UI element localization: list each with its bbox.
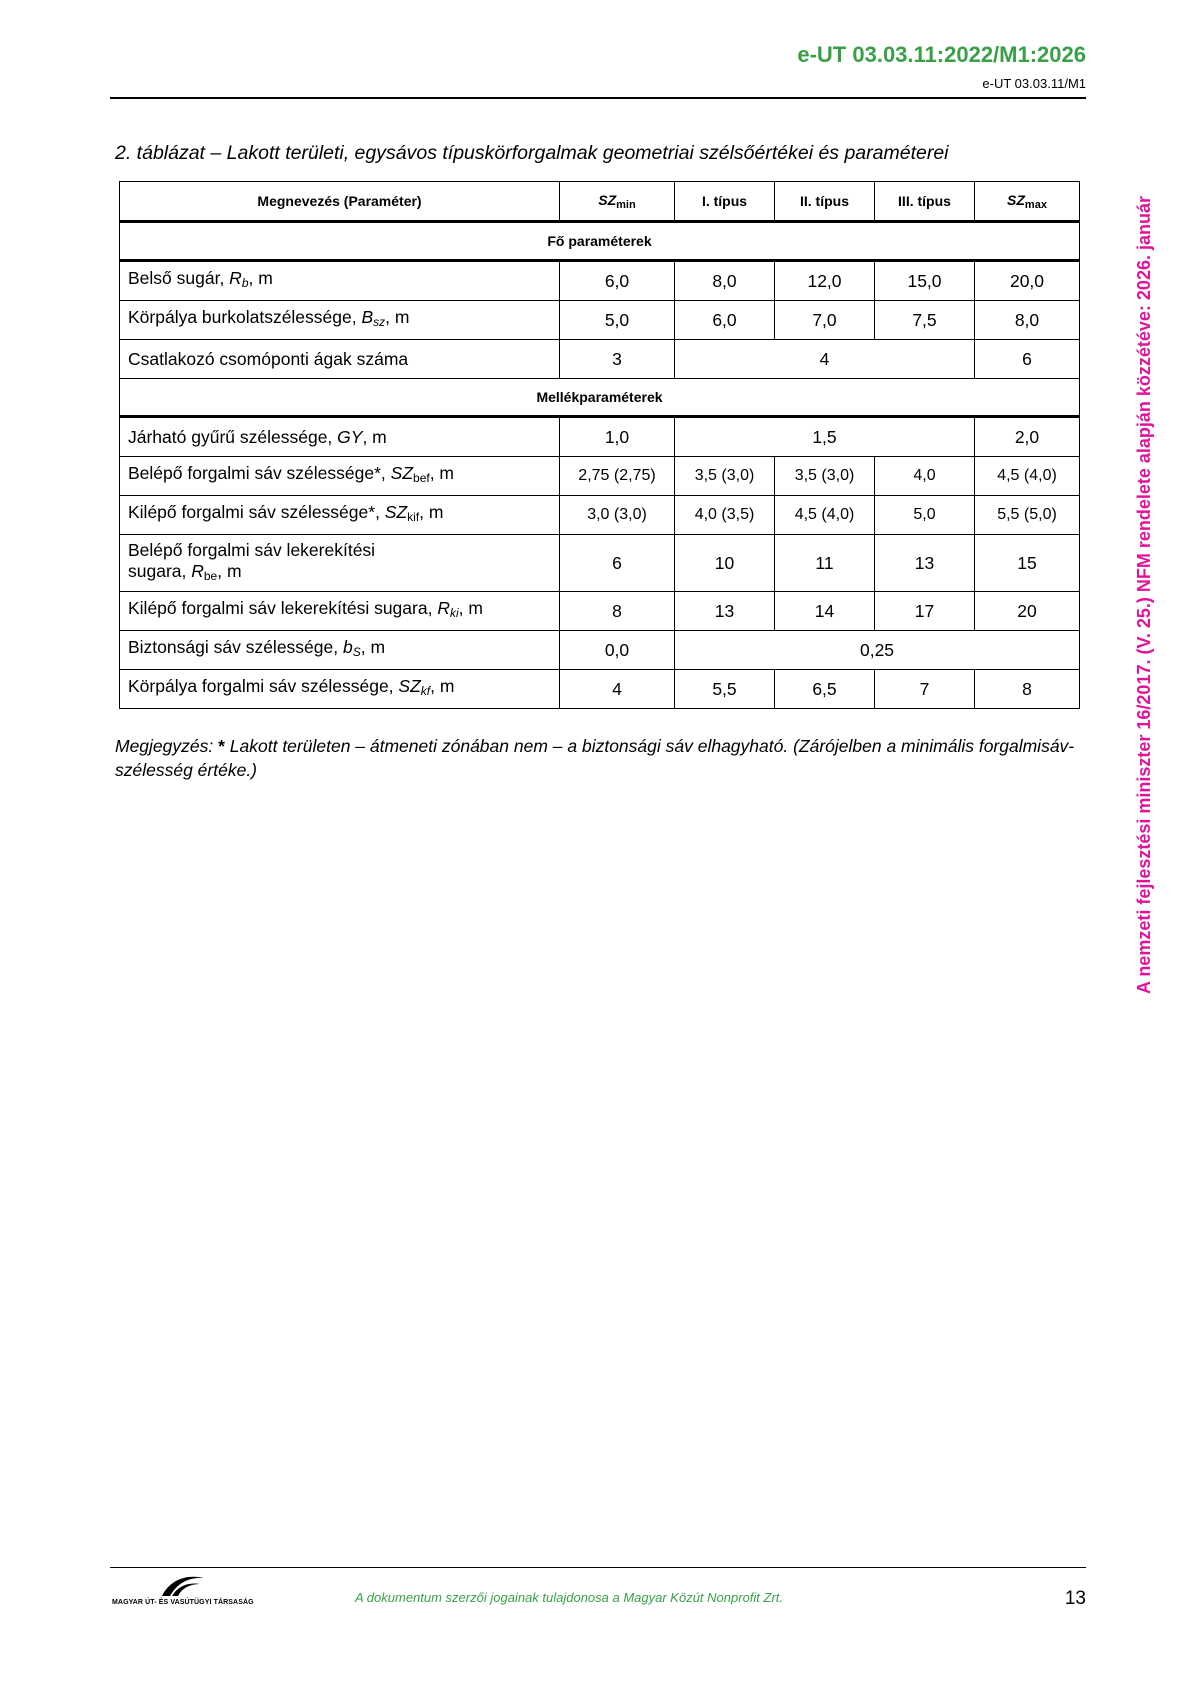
table-note: Megjegyzés: * Lakott területen – átmeneti zónában nem – a biztonsági sáv elhagyható. (Zárójelben a minimális forgalmisáv-szélesség értéke.) <box>115 736 1075 780</box>
cell-value: 4,0 <box>875 457 975 496</box>
section-secondary-parameters <box>120 379 1080 417</box>
cell-value: 15,0 <box>875 261 975 301</box>
cell-value: 13 <box>875 535 975 592</box>
cell-value: 4,5 (4,0) <box>775 496 875 535</box>
logo-text: MAGYAR ÚT- ÉS VASÚTÜGYI TÁRSASÁG <box>112 1599 254 1606</box>
cell-value: 8 <box>560 592 675 631</box>
table-row <box>120 535 1080 592</box>
page-number: 13 <box>1064 1588 1086 1609</box>
cell-value: 6 <box>560 535 675 592</box>
row-label: Belépő forgalmi sáv lekerekítési sugara, $R_{be}$, m <box>120 535 560 592</box>
cell-value: 20,0 <box>975 261 1080 301</box>
cell-value: 3,5 (3,0) <box>775 457 875 496</box>
cell-value: 5,5 (5,0) <box>975 496 1080 535</box>
cell-value: 7,5 <box>875 301 975 340</box>
cell-value: 10 <box>675 535 775 592</box>
row-label: Körpálya burkolatszélessége, $B_{sz}$, m <box>120 301 560 340</box>
publication-sidebar: A nemzeti fejlesztési miniszter 16/2017. (V. 25.) NFM rendelete alapján közzétéve: 2026. január <box>1134 196 1154 995</box>
cell-value: 7,0 <box>775 301 875 340</box>
table-row <box>120 261 1080 301</box>
cell-value: 3 <box>560 340 675 379</box>
cell-value: 1,5 <box>675 417 975 457</box>
row-label: Belépő forgalmi sáv szélessége*, $SZ_{bef}$, m <box>120 457 560 496</box>
row-label: Kilépő forgalmi sáv lekerekítési sugara, $R_{ki}$, m <box>120 592 560 631</box>
table-row <box>120 592 1080 631</box>
section-main-parameters <box>120 222 1080 261</box>
cell-value: 2,0 <box>975 417 1080 457</box>
table-row <box>120 670 1080 709</box>
cell-value: 2,75 (2,75) <box>560 457 675 496</box>
road-swoosh-icon <box>160 1572 206 1598</box>
table-row <box>120 340 1080 379</box>
row-label: Kilépő forgalmi sáv szélessége*, $SZ_{kif}$, m <box>120 496 560 535</box>
document-id: e-UT 03.03.11:2022/M1:2026 <box>797 42 1086 67</box>
cell-value: 4 <box>675 340 975 379</box>
cell-value: 6,0 <box>560 261 675 301</box>
header-szmin: $SZ_{min}$ <box>560 182 675 222</box>
cell-value: 11 <box>775 535 875 592</box>
parameters-table <box>119 181 1080 709</box>
table-row <box>120 496 1080 535</box>
row-label: Biztonsági sáv szélessége, $b_S$, m <box>120 631 560 670</box>
cell-value: 0,0 <box>560 631 675 670</box>
cell-value: 15 <box>975 535 1080 592</box>
table-row <box>120 631 1080 670</box>
cell-value: 6,0 <box>675 301 775 340</box>
cell-value: 8 <box>975 670 1080 709</box>
copyright-notice: A dokumentum szerzői jogainak tulajdonosa a Magyar Közút Nonprofit Zrt. <box>355 1590 784 1605</box>
header-type-2: II. típus <box>775 182 875 222</box>
header-type-3: III. típus <box>875 182 975 222</box>
cell-value: 4,5 (4,0) <box>975 457 1080 496</box>
row-label: Körpálya forgalmi sáv szélessége, $SZ_{kf}$, m <box>120 670 560 709</box>
cell-value: 6,5 <box>775 670 875 709</box>
cell-value: 5,0 <box>560 301 675 340</box>
society-logo <box>112 1572 262 1612</box>
row-label: Belső sugár, $R_b$, m <box>120 261 560 301</box>
table-caption: 2. táblázat – Lakott területi, egysávos típuskörforgalmak geometriai szélsőértékei és paraméterei <box>115 142 949 164</box>
cell-value: 5,5 <box>675 670 775 709</box>
table-header-row <box>120 182 1080 222</box>
cell-value: 7 <box>875 670 975 709</box>
cell-value: 4 <box>560 670 675 709</box>
section-title: Fő paraméterek <box>120 222 1080 261</box>
cell-value: 8,0 <box>675 261 775 301</box>
cell-value: 8,0 <box>975 301 1080 340</box>
row-label: Csatlakozó csomóponti ágak száma <box>120 340 560 379</box>
cell-value: 13 <box>675 592 775 631</box>
footer-divider <box>110 1567 1086 1568</box>
section-title: Mellékparaméterek <box>120 379 1080 417</box>
cell-value: 20 <box>975 592 1080 631</box>
table-row <box>120 457 1080 496</box>
document-reference: e-UT 03.03.11/M1 <box>982 76 1086 91</box>
header-name: Megnevezés (Paraméter) <box>120 182 560 222</box>
cell-value: 3,0 (3,0) <box>560 496 675 535</box>
header-divider <box>110 97 1086 99</box>
cell-value: 3,5 (3,0) <box>675 457 775 496</box>
cell-value: 12,0 <box>775 261 875 301</box>
cell-value: 0,25 <box>675 631 1080 670</box>
header-szmax: $SZ_{max}$ <box>975 182 1080 222</box>
cell-value: 5,0 <box>875 496 975 535</box>
cell-value: 14 <box>775 592 875 631</box>
cell-value: 4,0 (3,5) <box>675 496 775 535</box>
header-type-1: I. típus <box>675 182 775 222</box>
row-label: Járható gyűrű szélessége, GY, m <box>120 417 560 457</box>
cell-value: 6 <box>975 340 1080 379</box>
table-row <box>120 417 1080 457</box>
table-row <box>120 301 1080 340</box>
cell-value: 1,0 <box>560 417 675 457</box>
cell-value: 17 <box>875 592 975 631</box>
